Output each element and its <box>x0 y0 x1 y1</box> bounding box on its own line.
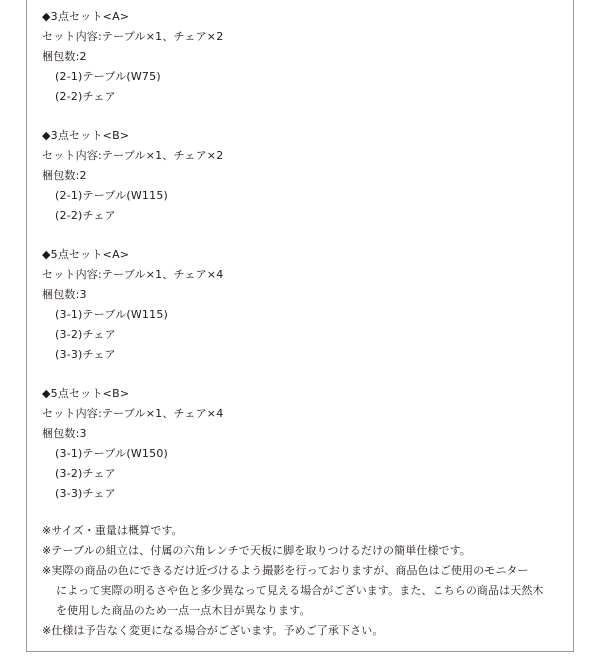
package-item: (2-1)テーブル(W115) <box>55 189 169 202</box>
spacer <box>42 107 562 126</box>
spacer <box>42 226 562 245</box>
set-title: ◆5点セット<B> <box>42 387 130 400</box>
set-contents: セット内容:テーブル×1、チェア×4 <box>42 268 224 281</box>
package-count: 梱包数:3 <box>42 427 87 440</box>
set-contents: セット内容:テーブル×1、チェア×2 <box>42 149 224 162</box>
note-color: ※実際の商品の色にできるだけ近づけるよう撮影を行っておりますが、商品色はご使用のモニター <box>42 564 529 577</box>
package-count: 梱包数:3 <box>42 288 87 301</box>
package-item: (3-1)テーブル(W115) <box>55 308 169 321</box>
package-count: 梱包数:2 <box>42 50 87 63</box>
package-item: (2-2)チェア <box>55 90 116 103</box>
package-item: (3-3)チェア <box>55 487 116 500</box>
set-block-5b <box>42 384 562 504</box>
set-contents: セット内容:テーブル×1、チェア×2 <box>42 30 224 43</box>
package-item: (2-2)チェア <box>55 209 116 222</box>
package-item: (2-1)テーブル(W75) <box>55 70 161 83</box>
note-spec-change: ※仕様は予告なく変更になる場合がございます。予めご了承下さい。 <box>42 624 384 637</box>
package-count: 梱包数:2 <box>42 169 87 182</box>
set-block-3b <box>42 126 562 226</box>
set-contents: セット内容:テーブル×1、チェア×4 <box>42 407 224 420</box>
note-color-continued: を使用した商品のため一点一点木目が異なります。 <box>56 604 311 617</box>
note-color-continued: によって実際の明るさや色と多少異なって見える場合がございます。また、こちらの商品は天然木 <box>56 584 544 597</box>
package-item: (3-2)チェア <box>55 467 116 480</box>
package-item: (3-3)チェア <box>55 348 116 361</box>
set-title: ◆3点セット<B> <box>42 129 130 142</box>
set-title: ◆3点セット<A> <box>42 10 130 23</box>
package-item: (3-1)テーブル(W150) <box>55 447 169 460</box>
set-block-5a <box>42 245 562 365</box>
note-assembly: ※テーブルの組立は、付属の六角レンチで天板に脚を取りつけるだけの簡単仕様です。 <box>42 544 471 557</box>
spacer <box>42 365 562 384</box>
package-item: (3-2)チェア <box>55 328 116 341</box>
set-list <box>42 7 562 504</box>
set-block-3a <box>42 7 562 107</box>
set-title: ◆5点セット<A> <box>42 248 130 261</box>
note-size-weight: ※サイズ・重量は概算です。 <box>42 524 183 537</box>
notes-section <box>42 521 562 641</box>
